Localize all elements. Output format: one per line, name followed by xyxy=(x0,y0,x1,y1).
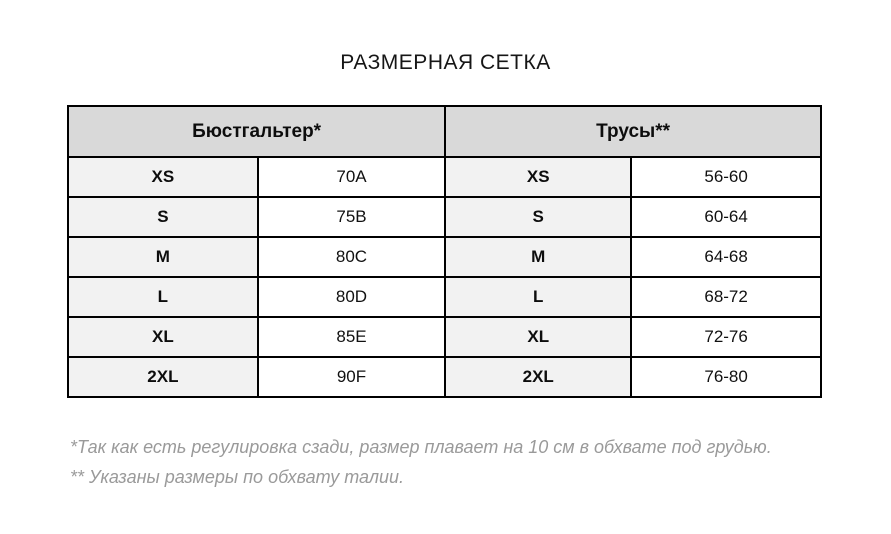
panties-size-label: 2XL xyxy=(445,357,631,397)
size-table xyxy=(67,105,822,398)
bra-size-value: 80D xyxy=(258,277,445,317)
panties-size-value: 64-68 xyxy=(631,237,821,277)
table-row xyxy=(68,277,821,317)
bra-size-label: 2XL xyxy=(68,357,258,397)
bra-size-label: S xyxy=(68,197,258,237)
footnote-panties: ** Указаны размеры по обхвату талии. xyxy=(70,467,404,487)
panties-size-label: XL xyxy=(445,317,631,357)
page-title: РАЗМЕРНАЯ СЕТКА xyxy=(340,51,551,74)
table-row xyxy=(68,197,821,237)
bra-size-label: XL xyxy=(68,317,258,357)
panties-size-value: 72-76 xyxy=(631,317,821,357)
bra-size-value: 75B xyxy=(258,197,445,237)
table-header-row xyxy=(68,106,821,157)
panties-size-value: 68-72 xyxy=(631,277,821,317)
bra-size-value: 90F xyxy=(258,357,445,397)
panties-size-label: S xyxy=(445,197,631,237)
bra-size-label: XS xyxy=(68,157,258,197)
panties-size-label: XS xyxy=(445,157,631,197)
bra-size-label: L xyxy=(68,277,258,317)
bra-size-value: 80C xyxy=(258,237,445,277)
panties-size-label: L xyxy=(445,277,631,317)
column-header-bra: Бюстгальтер* xyxy=(68,106,445,157)
footnote-bra: *Так как есть регулировка сзади, размер плавает на 10 см в обхвате под грудью. xyxy=(70,437,772,457)
column-header-panties: Трусы** xyxy=(445,106,821,157)
table-row xyxy=(68,157,821,197)
panties-size-label: M xyxy=(445,237,631,277)
panties-size-value: 76-80 xyxy=(631,357,821,397)
bra-size-value: 85E xyxy=(258,317,445,357)
bra-size-value: 70A xyxy=(258,157,445,197)
table-row xyxy=(68,357,821,397)
panties-size-value: 56-60 xyxy=(631,157,821,197)
table-row xyxy=(68,237,821,277)
footnotes xyxy=(70,432,860,492)
bra-size-label: M xyxy=(68,237,258,277)
table-row xyxy=(68,317,821,357)
panties-size-value: 60-64 xyxy=(631,197,821,237)
